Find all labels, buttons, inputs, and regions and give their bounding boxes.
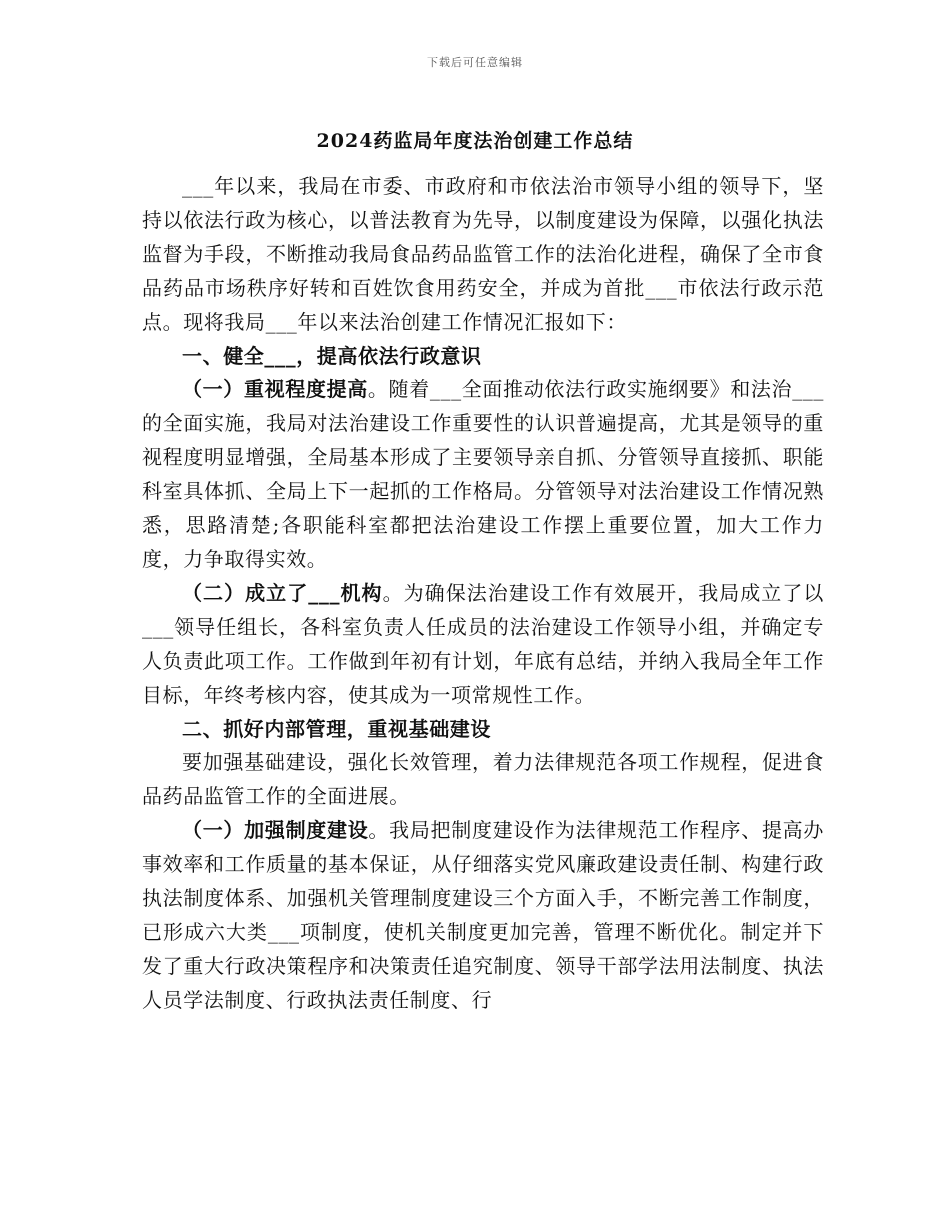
- paragraph-lead: （一）加强制度建设: [182, 818, 369, 843]
- paragraph-2-intro: 要加强基础建设，强化长效管理，着力法律规范各项工作规程，促进食品药品监管工作的全面进展。: [142, 750, 824, 809]
- paragraph-1-1: [142, 373, 824, 576]
- paragraph-lead: （二）成立了___机构: [182, 580, 383, 605]
- paragraph-text: 。我局把制度建设作为法律规范工作程序、提高办事效率和工作质量的基本保证，从仔细落实党风廉政建设责任制、构建行政执法制度体系、加强机关管理制度建设三个方面入手，不断完善工作制度，已形成六大类___项制度，使机关制度更加完善，管理不断优化。制定并下发了重大行政决策程序和决策责任追究制度、领导干部学法用法制度、执法人员学法制度、行政执法责任制度、行: [142, 818, 824, 1012]
- section-heading-2: 二、抓好内部管理，重视基础建设: [182, 716, 491, 741]
- paragraph-intro: ___年以来，我局在市委、市政府和市依法治市领导小组的领导下，坚持以依法行政为核心，以普法教育为先导，以制度建设为保障，以强化执法监督为手段，不断推动我局食品药品监管工作的法治化进程，确保了全市食品药品市场秩序好转和百姓饮食用药安全，并成为首批___市依法行政示范点。现将我局___年以来法治创建工作情况汇报如下：: [142, 174, 824, 334]
- section-heading-1: 一、健全___，提高依法行政意识: [182, 343, 482, 368]
- paragraph-lead: （一）重视程度提高: [182, 377, 368, 402]
- paragraph-text: 。为确保法治建设工作有效展开，我局成立了以___领导任组长，各科室负责人任成员的法治建设工作领导小组，并确定专人负责此项工作。工作做到年初有计划，年底有总结，并纳入我局全年工作目标，年终考核内容，使其成为一项常规性工作。: [142, 580, 824, 707]
- paragraph-text: 。随着___全面推动依法行政实施纲要》和法治___的全面实施，我局对法治建设工作重要性的认识普遍提高，尤其是领导的重视程度明显增强，全局基本形成了主要领导亲自抓、分管领导直接抓、职能科室具体抓、全局上下一起抓的工作格局。分管领导对法治建设工作情况熟悉，思路清楚;各职能科室都把法治建设工作摆上重要位置，加大工作力度，力争取得实效。: [142, 377, 825, 571]
- paragraph-1-2: [142, 577, 824, 713]
- paragraph-2-1: [142, 814, 824, 1017]
- document-body: [142, 170, 824, 1018]
- header-note: 下载后可任意编辑: [427, 56, 523, 69]
- document-title: 2024药监局年度法治创建工作总结: [316, 130, 634, 152]
